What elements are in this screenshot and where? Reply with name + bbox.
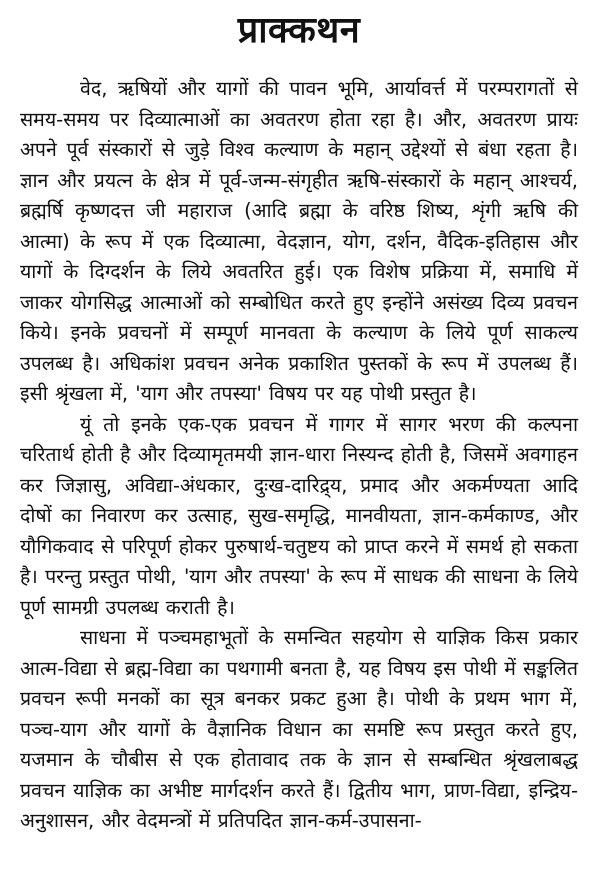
paragraph-2: यूं तो इनके एक-एक प्रवचन में गागर में सागर भरण की कल्पना चरितार्थ होती है और दिव्यामृतमयी ज्ञान-धारा निस्यन्द होती है, जिसमें अवगाहन कर जिज्ञासु, अविद्या-अंधकार, दुःख-दारिद्र्य, प्रमाद और अकर्मण्यता आदि दोषों का निवारण कर उत्साह, सुख-समृद्धि, मानवीयता, ज्ञान-कर्मकाण्ड, और यौगिकवाद से परिपूर्ण होकर पुरुषार्थ-चतुष्टय को प्राप्त करने में समर्थ हो सकता है। परन्तु प्रस्तुत पोथी, 'याग और तपस्या' के रूप में साधक की साधना के लिये पूर्ण सामग्री उपलब्ध कराती है। bbox=[20, 412, 578, 619]
paragraph-1: वेद, ऋषियों और यागों की पावन भूमि, आर्यावर्त्त में परम्परागतों से समय-समय पर दिव्यात्माओं का अवतरण होता रहा है। और, अवतरण प्रायः अपने पूर्व संस्कारों से जुड़े विश्व कल्याण के महान् उद्देश्यों से बंधा रहता है। ज्ञान और प्रयत्न के क्षेत्र में पूर्व-जन्म-संगृहीत ऋषि-संस्कारों के महान् आश्चर्य, ब्रह्मर्षि कृष्णदत्त जी महाराज (आदि ब्रह्मा के वरिष्ठ शिष्य, शृंगी ऋषि की आत्मा) के रूप में एक दिव्यात्मा, वेदज्ञान, योग, दर्शन, वैदिक-इतिहास और यागों के दिग्दर्शन के लिये अवतरित हुई। एक विशेष प्रक्रिया में, समाधि में जाकर योगसिद्ध आत्माओं को सम्बोधित करते हुए इन्होंने असंख्य दिव्य प्रवचन किये। इनके प्रवचनों में सम्पूर्ण मानवता के कल्याण के लिये पूर्ण साकल्य उपलब्ध है। अधिकांश प्रवचन अनेक प्रकाशित पुस्तकों के रूप में उपलब्ध हैं। इसी श्रृंखला में, 'याग और तपस्या' विषय पर यह पोथी प्रस्तुत है। bbox=[20, 77, 578, 405]
page-title: प्राक्कथन bbox=[237, 10, 361, 51]
paragraph-3: साधना में पञ्चमहाभूतों के समन्वित सहयोग से याज्ञिक किस प्रकार आत्म-विद्या से ब्रह्म-विद्या का पथगामी बनता है, यह विषय इस पोथी में सङ्कलित प्रवचन रूपी मनकों का सूत्र बनकर प्रकट हुआ है। पोथी के प्रथम भाग में, पञ्च-याग और यागों के वैज्ञानिक विधान का समष्टि रूप प्रस्तुत करते हुए, यजमान के चौबीस से एक होतावाद तक के ज्ञान से सम्बन्धित श्रृंखलाबद्ध प्रवचन याज्ञिक का अभीष्ट मार्गदर्शन करते हैं। द्वितीय भाग, प्राण-विद्या, इन्द्रिय-अनुशासन, और वेदमन्त्रों में प्रतिपदित ज्ञान-कर्म-उपासना- bbox=[20, 626, 579, 832]
